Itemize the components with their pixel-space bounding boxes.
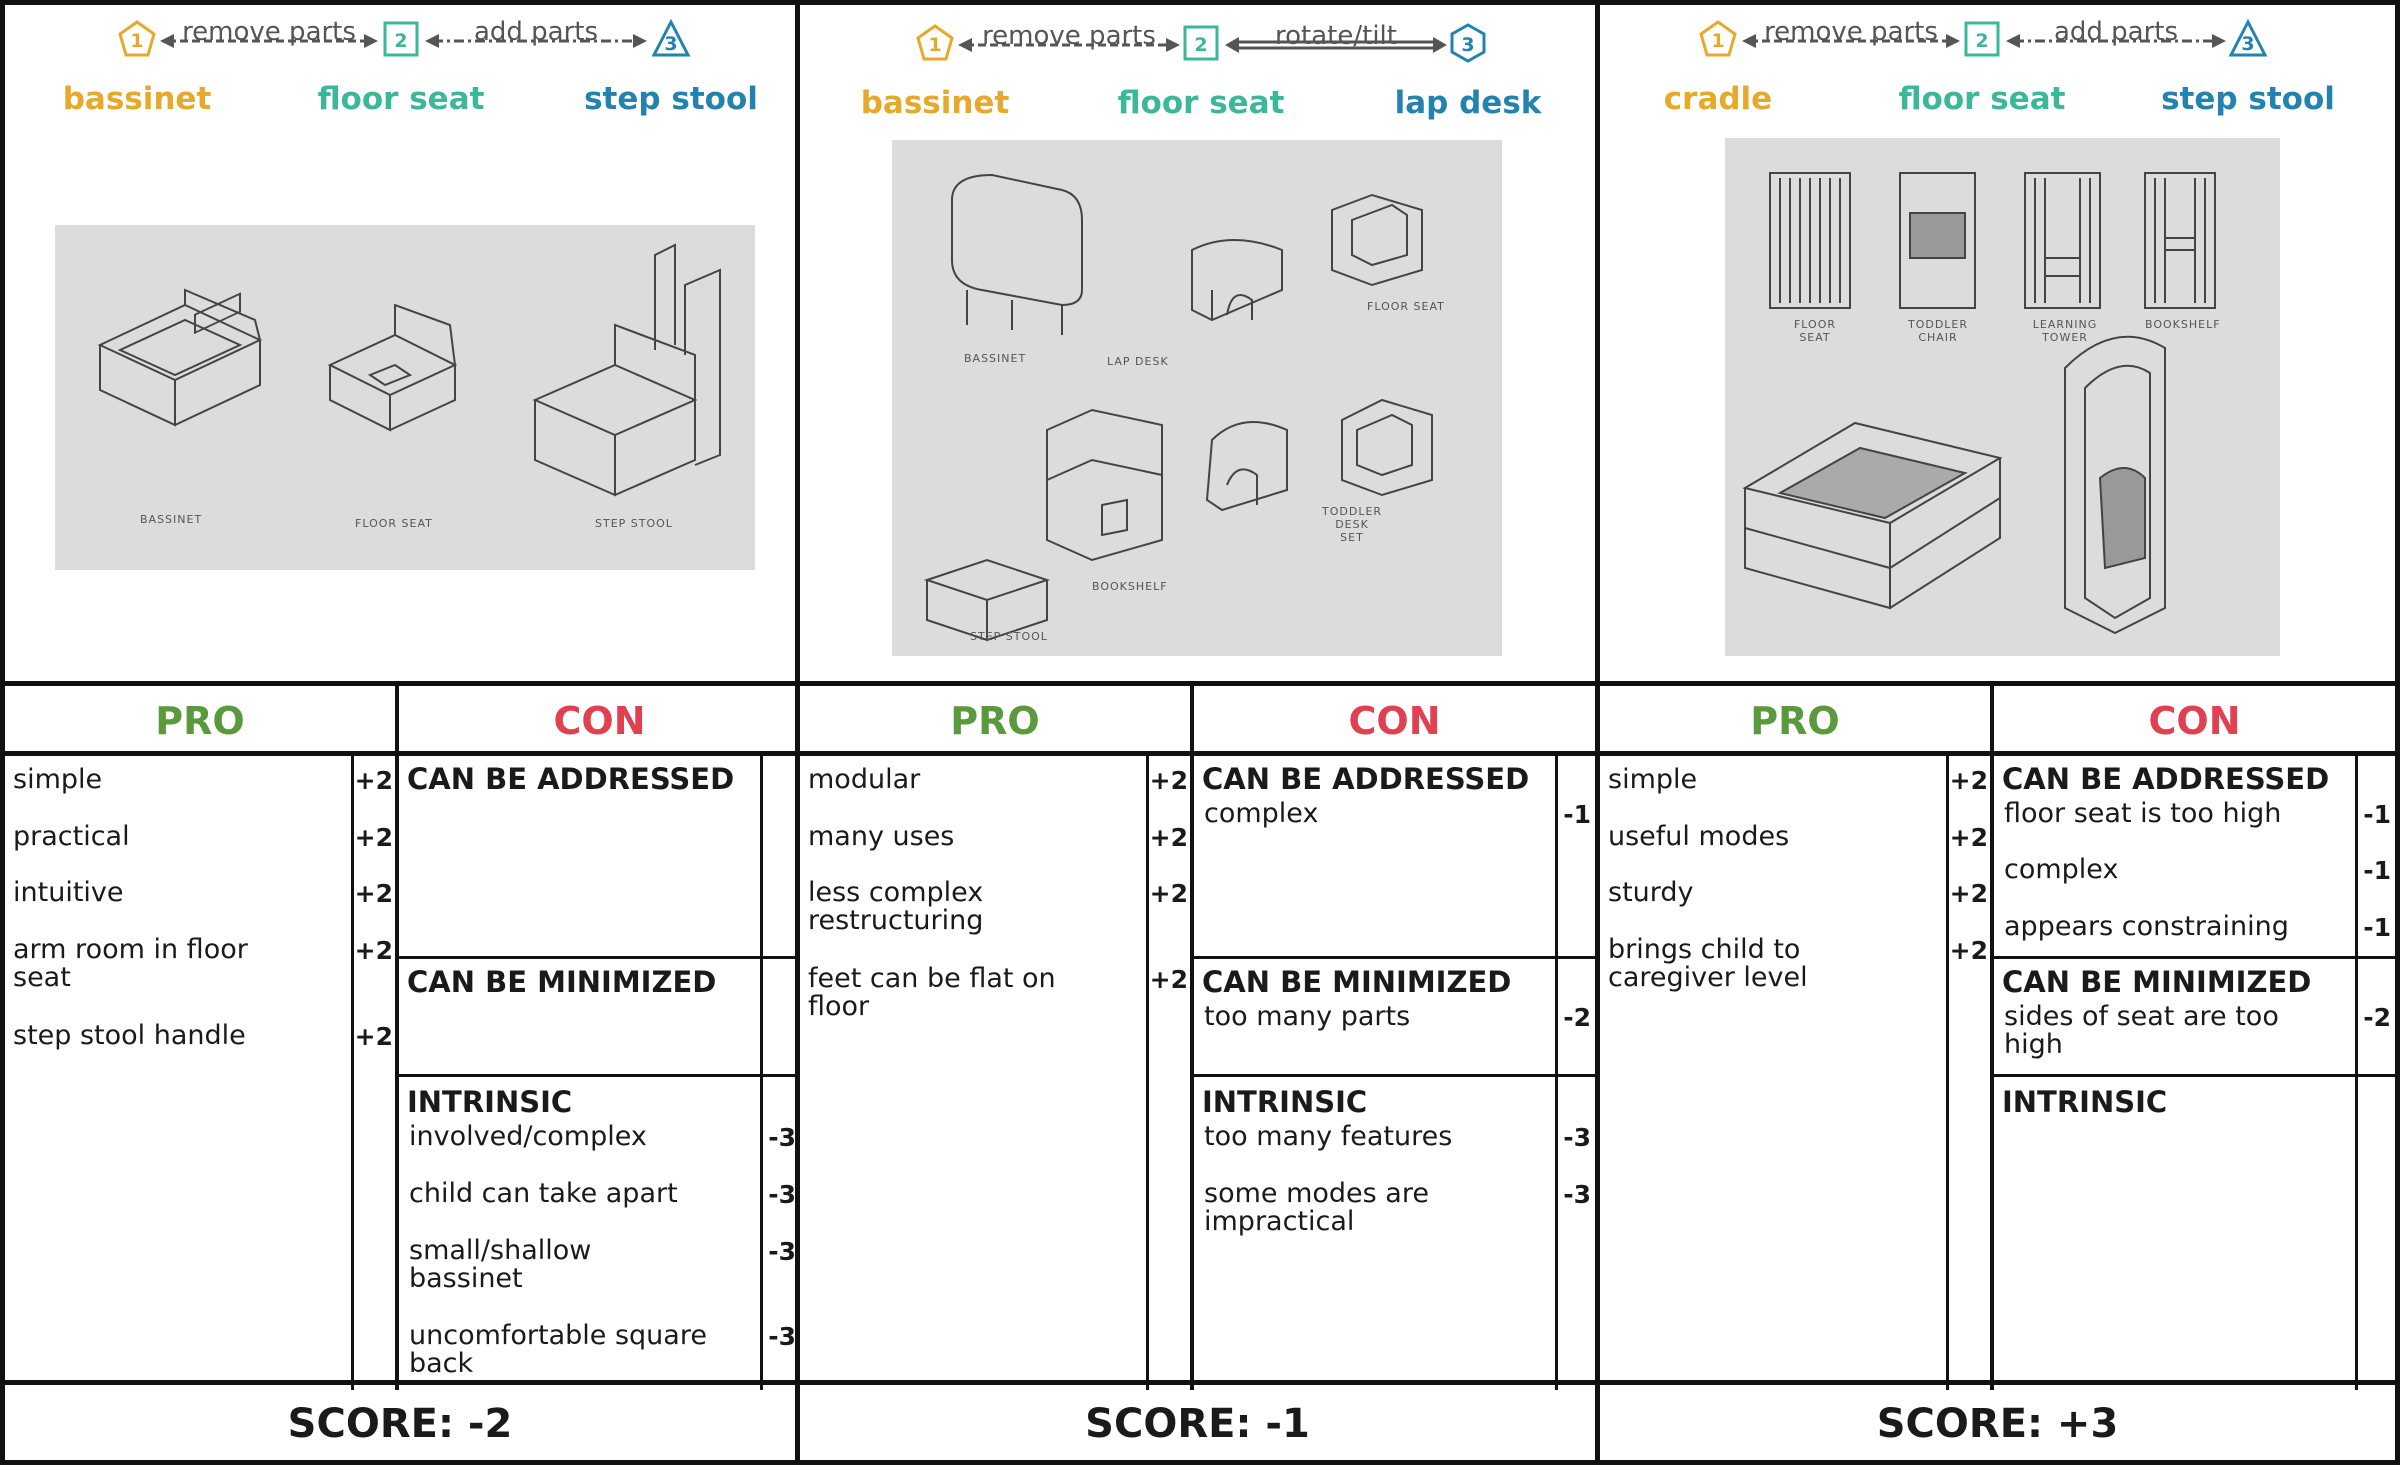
- flow-arrow: [160, 17, 378, 51]
- con-points: -3: [1563, 1180, 1591, 1209]
- points-column: [2355, 1077, 2395, 1390]
- square-icon: 2: [1962, 19, 2002, 59]
- mode-1-label: bassinet: [62, 81, 212, 117]
- transformation-flow: [1600, 19, 2395, 129]
- pro-item: simple: [1608, 764, 1698, 795]
- pro-item: less complex restructuring: [808, 877, 984, 936]
- con-points: -1: [2363, 800, 2391, 829]
- con-points: -3: [768, 1123, 796, 1152]
- arrow-label: remove parts: [182, 17, 356, 47]
- pentagon-icon: 1: [915, 23, 955, 63]
- concept-panel-1: [0, 0, 800, 1465]
- sketch-image: [892, 140, 1502, 656]
- pro-points: +2: [354, 936, 393, 965]
- triangle-icon: 3: [651, 19, 691, 59]
- section-title: CAN BE ADDRESSED: [407, 762, 735, 796]
- sketch-caption: LEARNING TOWER: [2032, 318, 2098, 344]
- flow-arrow: [2006, 17, 2226, 51]
- section-title: INTRINSIC: [1202, 1085, 1368, 1119]
- pro-item: simple: [13, 764, 103, 795]
- con-section-addressed: [1994, 756, 2395, 959]
- con-points: -3: [1563, 1123, 1591, 1152]
- con-header: CON: [399, 686, 800, 756]
- section-title: CAN BE ADDRESSED: [2002, 762, 2330, 796]
- flow-arrow: [1742, 17, 1960, 51]
- triangle-icon: 3: [2228, 19, 2268, 59]
- sketch-caption: TODDLER DESK SET: [1322, 505, 1383, 544]
- points-column: [760, 959, 800, 1074]
- pro-list: [800, 756, 1194, 1390]
- con-section-minimized: [399, 959, 800, 1077]
- sketch-caption: LAP DESK: [1107, 355, 1169, 368]
- points-column: [760, 756, 800, 956]
- arrow-label: add parts: [2053, 17, 2179, 47]
- mode-3-label: lap desk: [1394, 85, 1542, 121]
- concept-header: [800, 5, 1595, 681]
- con-item: small/shallow bassinet: [409, 1235, 592, 1294]
- sketch-caption: BOOKSHELF: [1092, 580, 1168, 593]
- bassinet-sketch: [100, 290, 260, 425]
- pro-points: +2: [354, 879, 393, 908]
- con-section-minimized: [1194, 959, 1595, 1077]
- pentagon-icon: 1: [1698, 19, 1738, 59]
- pro-item: useful modes: [1608, 821, 1790, 852]
- section-title: CAN BE MINIMIZED: [407, 965, 717, 999]
- pro-header: PRO: [800, 686, 1194, 756]
- sketch-caption: BOOKSHELF: [2145, 318, 2221, 331]
- con-section-minimized: [1994, 959, 2395, 1077]
- pro-points: +2: [1949, 936, 1988, 965]
- con-points: -1: [1563, 800, 1591, 829]
- mode-1-label: bassinet: [860, 85, 1010, 121]
- pro-item: feet can be flat on floor: [808, 963, 1056, 1022]
- con-item: complex: [2004, 854, 2119, 885]
- pro-points: +2: [1949, 823, 1988, 852]
- con-section-intrinsic: [399, 1077, 800, 1390]
- con-item: uncomfortable square back: [409, 1320, 707, 1379]
- con-points: -3: [768, 1237, 796, 1266]
- arrow-label: add parts: [473, 17, 599, 47]
- con-item: floor seat is too high: [2004, 798, 2282, 829]
- con-item: some modes are impractical: [1204, 1178, 1429, 1237]
- sketch-image: [55, 225, 755, 570]
- con-points: -2: [2363, 1003, 2391, 1032]
- pro-points: +2: [354, 823, 393, 852]
- total-score: SCORE: -2: [5, 1380, 795, 1460]
- pro-points: +2: [1149, 965, 1188, 994]
- pro-header: PRO: [5, 686, 399, 756]
- pro-points: +2: [1949, 879, 1988, 908]
- flow-arrow: [958, 21, 1180, 55]
- concept-header: [1600, 5, 2395, 681]
- pentagon-icon: 1: [117, 19, 157, 59]
- pro-list: [5, 756, 399, 1390]
- con-item: child can take apart: [409, 1178, 678, 1209]
- flow-arrow: [425, 17, 647, 51]
- section-title: CAN BE MINIMIZED: [1202, 965, 1512, 999]
- pro-item: brings child to caregiver level: [1608, 934, 1808, 993]
- concept-header: [5, 5, 795, 681]
- pro-list: [1600, 756, 1994, 1390]
- pro-points: +2: [354, 766, 393, 795]
- pro-item: modular: [808, 764, 921, 795]
- transformation-flow: [800, 19, 1595, 129]
- sketch-image: [1725, 138, 2280, 656]
- sketch-caption: TODDLER CHAIR: [1907, 318, 1969, 344]
- con-item: involved/complex: [409, 1121, 647, 1152]
- sketch-caption: FLOOR SEAT: [1793, 318, 1837, 344]
- con-header: CON: [1194, 686, 1595, 756]
- sketch-caption: BASSINET: [140, 513, 203, 526]
- sketch-caption: BASSINET: [964, 352, 1027, 365]
- pro-item: step stool handle: [13, 1020, 246, 1051]
- section-title: INTRINSIC: [407, 1085, 573, 1119]
- pro-points: +2: [1949, 766, 1988, 795]
- arrow-label: remove parts: [1764, 17, 1938, 47]
- pro-points: +2: [1149, 879, 1188, 908]
- mode-3-label: step stool: [584, 81, 758, 117]
- con-points: -3: [768, 1322, 796, 1351]
- pro-item: intuitive: [13, 877, 124, 908]
- total-score: SCORE: +3: [1600, 1380, 2395, 1460]
- con-header: CON: [1994, 686, 2395, 756]
- con-section-intrinsic: [1194, 1077, 1595, 1390]
- step-stool-sketch: [535, 245, 720, 495]
- square-icon: 2: [1181, 23, 1221, 63]
- sketch-caption: FLOOR SEAT: [355, 517, 433, 530]
- transformation-flow: [5, 19, 795, 129]
- hexagon-icon: 3: [1448, 23, 1488, 63]
- section-title: CAN BE MINIMIZED: [2002, 965, 2312, 999]
- floor-seat-sketch: [330, 305, 455, 430]
- sketch-caption: STEP STOOL: [970, 630, 1048, 643]
- mode-2-label: floor seat: [1117, 85, 1285, 121]
- con-item: too many parts: [1204, 1001, 1411, 1032]
- points-column: [1555, 756, 1595, 956]
- con-points: -1: [2363, 856, 2391, 885]
- con-item: complex: [1204, 798, 1319, 829]
- sketch-caption: FLOOR SEAT: [1367, 300, 1445, 313]
- pro-item: arm room in floor seat: [13, 934, 248, 993]
- pro-item: practical: [13, 821, 130, 852]
- con-points: -2: [1563, 1003, 1591, 1032]
- pro-con-table: [800, 681, 1595, 1385]
- pro-item: many uses: [808, 821, 955, 852]
- pro-points: +2: [1149, 823, 1188, 852]
- pro-points: +2: [354, 1022, 393, 1051]
- pro-points: +2: [1149, 766, 1188, 795]
- pro-con-table: [1600, 681, 2395, 1385]
- con-item: sides of seat are too high: [2004, 1001, 2279, 1060]
- total-score: SCORE: -1: [800, 1380, 1595, 1460]
- con-points: -1: [2363, 913, 2391, 942]
- concept-panel-3: [1600, 0, 2400, 1465]
- sketch-caption: STEP STOOL: [595, 517, 673, 530]
- mode-2-label: floor seat: [1898, 81, 2066, 117]
- mode-1-label: cradle: [1663, 81, 1773, 117]
- pro-con-table: [5, 681, 795, 1385]
- arrow-label: rotate/tilt: [1275, 21, 1397, 51]
- mode-2-label: floor seat: [317, 81, 485, 117]
- con-section-intrinsic: [1994, 1077, 2395, 1390]
- concept-panel-2: [800, 0, 1600, 1465]
- arrow-label: remove parts: [982, 21, 1156, 51]
- con-item: appears constraining: [2004, 911, 2289, 942]
- con-section-addressed: [399, 756, 800, 959]
- section-title: CAN BE ADDRESSED: [1202, 762, 1530, 796]
- pro-header: PRO: [1600, 686, 1994, 756]
- section-title: INTRINSIC: [2002, 1085, 2168, 1119]
- con-points: -3: [768, 1180, 796, 1209]
- pro-item: sturdy: [1608, 877, 1694, 908]
- con-section-addressed: [1194, 756, 1595, 959]
- mode-3-label: step stool: [2161, 81, 2335, 117]
- flow-arrow: [1225, 21, 1447, 55]
- con-item: too many features: [1204, 1121, 1453, 1152]
- square-icon: 2: [381, 19, 421, 59]
